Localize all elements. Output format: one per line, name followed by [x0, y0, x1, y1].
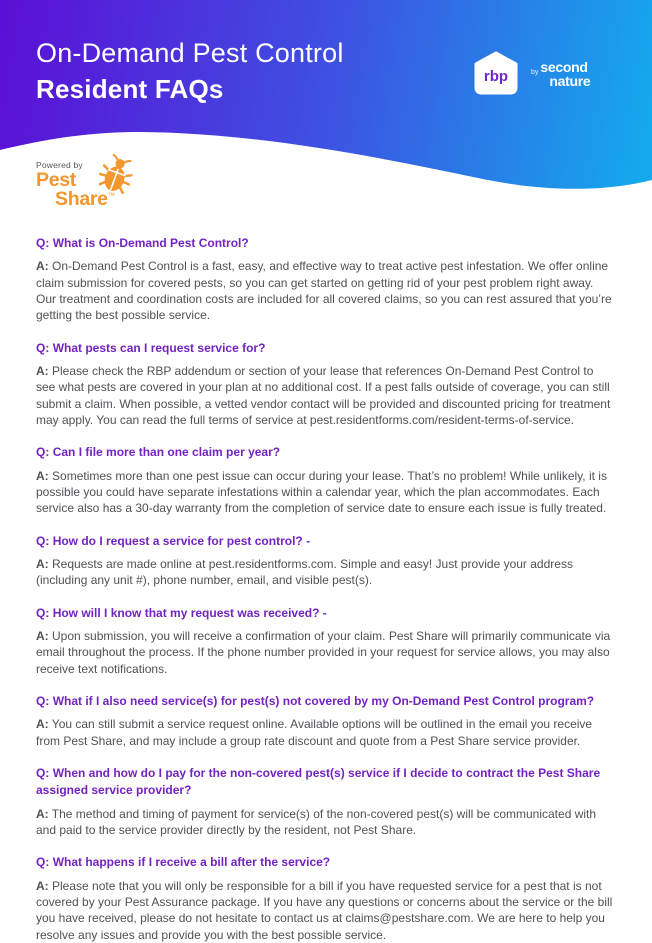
faq-item [36, 605, 616, 677]
question-prefix: Q: [36, 765, 50, 780]
answer-prefix: A: [36, 878, 49, 893]
faq-item [36, 693, 616, 749]
question-text: Can I file more than one claim per year? [52, 445, 281, 460]
faq-question [36, 765, 616, 800]
question-prefix: Q: [36, 533, 50, 548]
answer-text: Requests are made online at pest.residentforms.com. Simple and easy! Just provide your address (including any unit #), phone number, email, and visible pest(s). [36, 557, 573, 588]
faq-question [36, 444, 616, 461]
faq-item [36, 444, 616, 516]
pestshare-logo [36, 160, 166, 208]
answer-text: Upon submission, you will receive a confirmation of your claim. Pest Share will primarily communicate via email throughout the process. If the phone number provided in your request for service allows, you may also receive text notifications. [36, 629, 611, 676]
question-prefix: Q: [36, 693, 50, 708]
question-text: What is On-Demand Pest Control? [52, 236, 249, 250]
faq-answer [36, 806, 616, 839]
faq-question [36, 693, 616, 710]
powered-by-label: Powered by [36, 160, 83, 170]
question-prefix: Q: [36, 445, 50, 460]
faq-answer [36, 628, 616, 677]
answer-text: You can still submit a service request online. Available options will be outlined in the email you receive from Pest Share, and may include a group rate discount and quote from a Pest Share service provider. [36, 717, 593, 748]
faq-answer [36, 556, 616, 589]
question-prefix: Q: [36, 855, 50, 870]
second-nature-logo [531, 60, 590, 88]
faq-item [36, 854, 616, 943]
question-text: How will I know that my request was received? - [52, 605, 327, 620]
question-prefix: Q: [36, 236, 50, 250]
faq-question [36, 854, 616, 871]
answer-prefix: A: [36, 557, 49, 571]
answer-prefix: A: [36, 259, 49, 274]
pestshare-word-share: Share [55, 187, 108, 210]
rbp-logo [468, 46, 590, 102]
pestshare-word-pest: Pest [36, 169, 76, 191]
rbp-house-icon [468, 46, 524, 102]
rbp-logo-text: rbp [483, 68, 509, 85]
faq-question [36, 340, 616, 357]
question-text: When and how do I pay for the non-covered pest(s) service if I decide to contract the Pest Share assigned service provider? [36, 765, 601, 798]
answer-text: The method and timing of payment for service(s) of the non-covered pest(s) will be communicated with and paid to the service provider directly by the resident, not Pest Share. [36, 806, 597, 838]
answer-prefix: A: [36, 468, 49, 483]
answer-text: Please check the RBP addendum or section of your lease that references On-Demand Pest Control to see what pests are covered in your plan at no additional cost. If a pest falls outside of coverage, you can still submit a claim. When possible, a vetted vendor contact will be provided and discounted pricing for treatment may apply. You can read the full terms of service at pest.residentforms.com/resident-terms-of-service. [36, 364, 611, 427]
question-prefix: Q: [36, 605, 50, 620]
answer-prefix: A: [36, 629, 49, 644]
faq-item [36, 765, 616, 838]
question-text: What pests can I request service for? [52, 340, 266, 355]
faq-question [36, 533, 616, 550]
answer-prefix: A: [36, 364, 49, 379]
page-title-line2: Resident FAQs [36, 74, 224, 105]
answer-text: Please note that you will only be responsible for a bill if you have requested service for a pest that is not covered by your Pest Assurance package. If you have any questions or concerns about the service or the bill you have received, please do not hesitate to contact us at claims@pestshare.com. We are here to help you resolve any issues and provide you with the best possible service. [36, 878, 613, 942]
faq-item [36, 340, 616, 429]
pestshare-bug-icon [99, 154, 133, 196]
question-text: What if I also need service(s) for pest(s) not covered by my On-Demand Pest Control program? [52, 693, 595, 708]
byline-by: by [531, 69, 539, 76]
header [0, 0, 652, 230]
faq-answer [36, 258, 616, 323]
question-text: What happens if I receive a bill after the service? [52, 855, 331, 870]
answer-text: Sometimes more than one pest issue can occur during your lease. That’s no problem! While unlikely, it is possible you could have separate infestations within a calendar year, which the plan accommodates. Each service also has a 30-day warranty from the completion of service date to ensure each issue is fully treated. [36, 468, 607, 516]
faq-question [36, 235, 616, 252]
byline-nature: nature [549, 73, 591, 89]
byline-second: second [540, 59, 588, 75]
faq-answer [36, 878, 616, 943]
trademark-symbol: ™ [107, 192, 115, 200]
faq-item [36, 533, 616, 589]
faq-answer [36, 716, 616, 749]
faq-answer [36, 363, 616, 428]
answer-text: On-Demand Pest Control is a fast, easy, and effective way to treat active pest infestation. We offer online claim submission for covered pests, so you can get started on getting rid of your pest problem right away. Our treatment and coordination costs are included for all covered claims, so you can rest assured that you’re getting the best possible service. [36, 259, 612, 323]
answer-prefix: A: [36, 806, 49, 821]
answer-prefix: A: [36, 717, 49, 732]
faq-list [0, 230, 652, 943]
question-prefix: Q: [36, 340, 50, 355]
faq-item [36, 235, 616, 324]
question-text: How do I request a service for pest control? - [52, 533, 311, 548]
page-title-line1: On-Demand Pest Control [36, 38, 344, 68]
faq-answer [36, 468, 616, 517]
faq-question [36, 605, 616, 622]
